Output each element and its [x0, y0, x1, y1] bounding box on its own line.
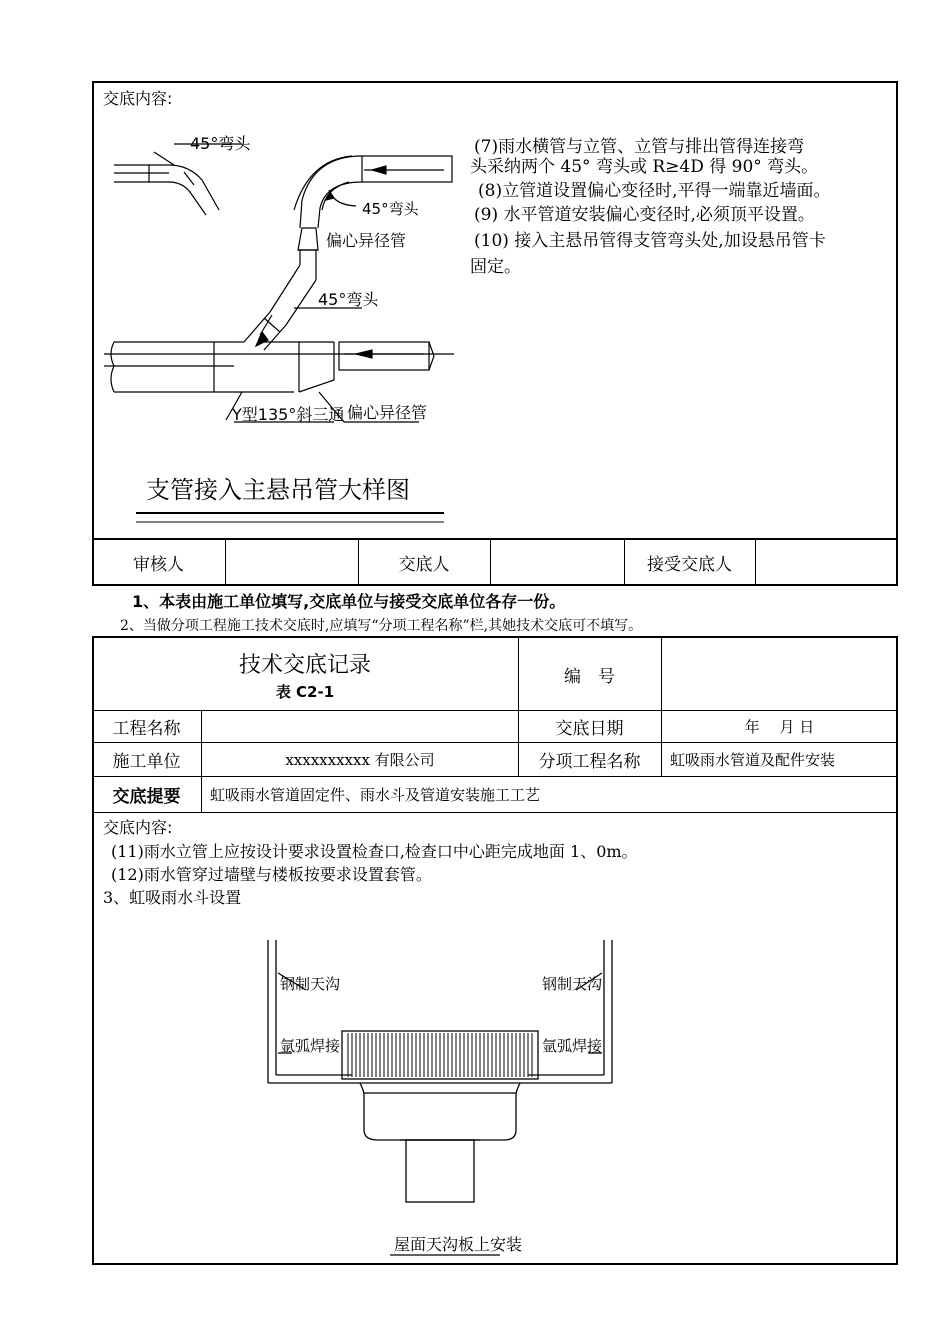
- label-45-elbow-right: 45°弯头: [362, 200, 419, 218]
- label-45-elbow-top: 45°弯头: [190, 134, 251, 153]
- construction-unit-label: 施工单位: [112, 752, 181, 772]
- presenter-signature-field[interactable]: [491, 540, 624, 584]
- date-label: 交底日期: [555, 719, 624, 739]
- subproject-name-field[interactable]: 虹吸雨水管道及配件安装: [670, 751, 836, 769]
- reviewer-signature-field[interactable]: [226, 540, 358, 584]
- footnote-2: 2、当做分项工程施工技术交底时,应填写“分项工程名称”栏,其她技术交底可不填写。: [120, 618, 643, 634]
- note-12: (12)雨水管穿过墙壁与楼板按要求设置套管。: [111, 865, 432, 884]
- project-name-field[interactable]: [202, 711, 518, 742]
- branch-pipe-detail-diagram: [94, 110, 464, 530]
- note-11: (11)雨水立管上应按设计要求设置检查口,检查口中心距完成地面 1、0m。: [111, 842, 638, 861]
- note-10-line2: 固定。: [470, 257, 521, 277]
- label-eccentric-reducer-upper: 偏心异径管: [326, 231, 407, 250]
- note-7-line1: (7)雨水横管与立管、立管与排出管得连接弯: [474, 137, 805, 157]
- content-label-top: 交底内容:: [103, 89, 173, 108]
- record-title-cell: [92, 638, 518, 710]
- note-9: (9) 水平管道安装偏心变径时,必须顶平设置。: [474, 205, 815, 225]
- content-label-record: 交底内容:: [103, 818, 173, 837]
- label-y-tee: Y型135°斜三通: [232, 405, 345, 424]
- note-7-line2: 头采纳两个 45° 弯头或 R≥4D 得 90° 弯头。: [470, 157, 819, 177]
- siphon-rain-hopper-drawing: [260, 935, 620, 1265]
- note-8: (8)立管道设置偏心变径时,平得一端靠近墙面。: [478, 181, 831, 201]
- label-steel-gutter-left: 钢制天沟: [280, 975, 341, 993]
- label-argon-weld-left: 氩弧焊接: [280, 1037, 341, 1055]
- presenter-label: 交底人: [398, 554, 450, 575]
- notes-top: [470, 134, 895, 280]
- summary-label: 交底提要: [112, 787, 181, 807]
- label-eccentric-reducer-lower: 偏心异径管: [347, 403, 428, 422]
- record-notes: [103, 840, 883, 909]
- note-10-line1: (10) 接入主悬吊管得支管弯头处,加设悬吊管卡: [474, 231, 826, 251]
- diagram-title: 支管接入主悬吊管大样图: [146, 476, 410, 504]
- project-name-label: 工程名称: [112, 719, 181, 739]
- subproject-name-label: 分项工程名称: [538, 752, 641, 772]
- date-field[interactable]: 年 月 日: [744, 718, 815, 736]
- label-45-elbow-middle: 45°弯头: [318, 290, 379, 309]
- construction-unit-field[interactable]: xxxxxxxxxx 有限公司: [285, 751, 435, 769]
- record-title: 技术交底记录: [238, 653, 371, 678]
- label-steel-gutter-right: 钢制天沟: [542, 975, 603, 993]
- receiver-label: 接受交底人: [647, 554, 732, 575]
- label-argon-weld-right: 氩弧焊接: [542, 1037, 603, 1055]
- record-subtitle: 表 C2-1: [275, 683, 335, 701]
- footnote-1: 1、本表由施工单位填写,交底单位与接受交底单位各存一份。: [132, 592, 566, 611]
- number-label: 编 号: [564, 666, 615, 687]
- summary-field[interactable]: 虹吸雨水管道固定件、雨水斗及管道安装施工工艺: [210, 786, 541, 804]
- drawing-caption: 屋面天沟板上安装: [394, 1235, 523, 1254]
- receiver-signature-field[interactable]: [756, 540, 897, 584]
- number-field[interactable]: [662, 638, 897, 710]
- note-section-3: 3、虹吸雨水斗设置: [103, 888, 242, 907]
- reviewer-label: 审核人: [133, 554, 184, 575]
